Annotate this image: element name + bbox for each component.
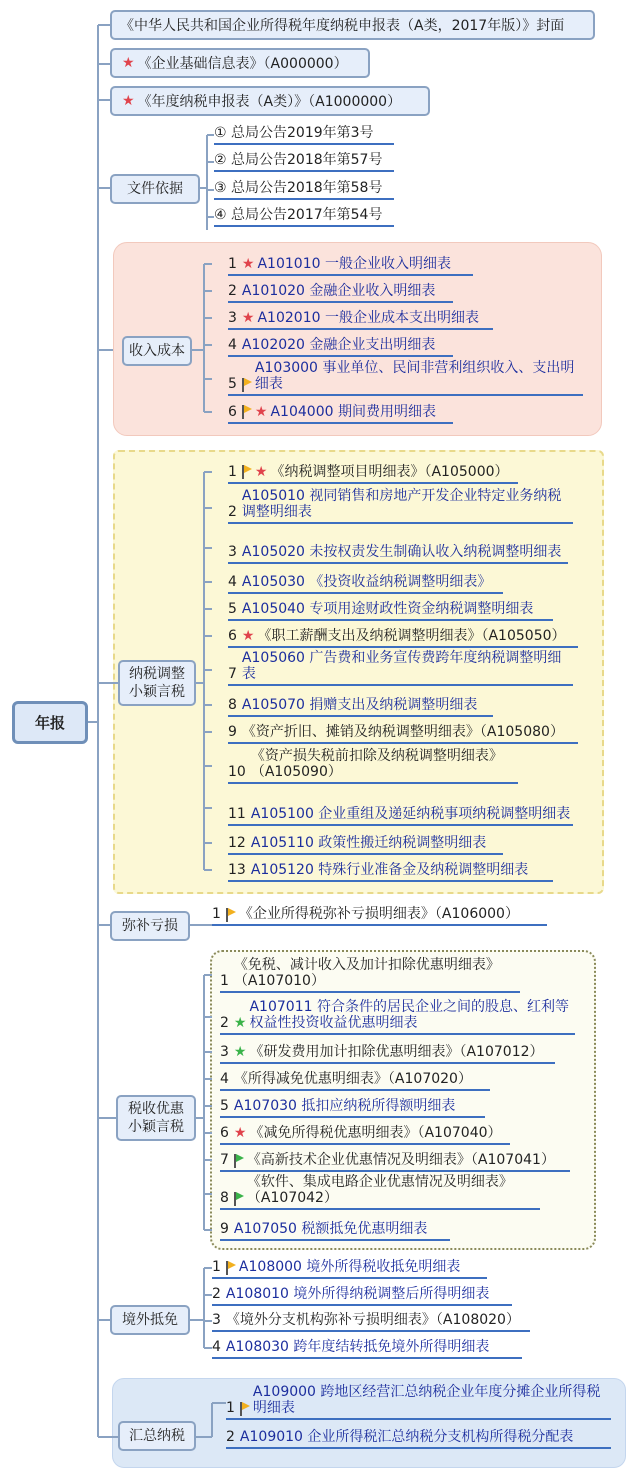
top-item-cover[interactable]: [110, 10, 595, 40]
item-text: 《高新技术企业优惠情况及明细表》（A107041）: [246, 1152, 555, 1168]
item-text: A105020 未按权责发生制确认收入纳税调整明细表: [241, 544, 562, 560]
item-number: 1: [228, 256, 237, 272]
foreign-item[interactable]: [212, 1337, 522, 1359]
item-number: 4: [228, 337, 237, 353]
item-number: 11: [228, 806, 246, 822]
item-text: A105010 视同销售和房地产开发企业特定业务纳税调整明细表: [241, 488, 562, 520]
star-red-icon: ★: [254, 464, 268, 480]
pref-item[interactable]: [220, 1042, 555, 1064]
income-item[interactable]: [228, 254, 473, 276]
item-text: ③ 总局公告2018年第58号: [214, 180, 383, 196]
basis-item[interactable]: [214, 205, 394, 227]
root-node-annual-report[interactable]: 年报: [12, 701, 88, 744]
category-tax-preference[interactable]: 税收优惠 小颖言税: [116, 1095, 196, 1141]
item-text: A105100 企业重组及递延纳税事项纳税调整明细表: [250, 806, 571, 822]
flag-green-icon: [234, 1192, 244, 1206]
item-number: 4: [212, 1339, 221, 1355]
adjust-item[interactable]: [228, 626, 578, 648]
item-number: 8: [228, 697, 237, 713]
item-text: 《研发费用加计扣除优惠明细表》（A107012）: [249, 1044, 544, 1060]
category-foreign-credit[interactable]: 境外抵免: [110, 1305, 190, 1335]
item-number: 2: [228, 504, 237, 520]
item-text: A105110 政策性搬迁纳税调整明细表: [250, 835, 487, 851]
item-text: 《企业所得税弥补亏损明细表》（A106000）: [238, 906, 519, 922]
pref-item[interactable]: [220, 1069, 490, 1091]
item-text: 《境外分支机构弥补亏损明细表》（A108020）: [225, 1312, 520, 1328]
category-basis[interactable]: 文件依据: [110, 174, 200, 204]
summary-item[interactable]: [226, 1384, 611, 1420]
item-number: 9: [228, 724, 237, 740]
item-number: 6: [228, 404, 237, 420]
summary-item[interactable]: [226, 1427, 611, 1449]
item-text: 《免税、减计收入及加计扣除优惠明细表》（A107010）: [233, 957, 500, 989]
item-text: A109010 企业所得税汇总纳税分支机构所得税分配表: [239, 1429, 574, 1445]
income-item[interactable]: [228, 402, 453, 424]
top-item-label: 《企业基础信息表》（A000000）: [137, 56, 348, 72]
income-item[interactable]: [228, 360, 583, 396]
item-text: A105040 专项用途财政性资金纳税调整明细表: [241, 601, 534, 617]
item-text: 《职工薪酬支出及纳税调整明细表》（A105050）: [257, 628, 566, 644]
item-number: 3: [220, 1044, 229, 1060]
adjust-item[interactable]: [228, 748, 518, 784]
star-red-icon: ★: [233, 1125, 247, 1141]
item-number: 7: [220, 1152, 229, 1168]
category-income-cost[interactable]: 收入成本: [122, 336, 192, 366]
star-red-icon: ★: [241, 256, 255, 272]
item-icons: [226, 908, 239, 922]
star-icon: ★: [122, 55, 135, 71]
item-icons: [242, 378, 255, 392]
pref-item[interactable]: [220, 1150, 570, 1172]
pref-item[interactable]: [220, 957, 520, 993]
item-text: A107050 税额抵免优惠明细表: [233, 1221, 428, 1237]
item-text: 《软件、集成电路企业优惠情况及明细表》（A107042）: [246, 1174, 513, 1206]
item-text: A102020 金融企业支出明细表: [241, 337, 436, 353]
item-number: 5: [228, 601, 237, 617]
item-text: ① 总局公告2019年第3号: [214, 125, 374, 141]
item-text: 《资产折旧、摊销及纳税调整明细表》（A105080）: [241, 724, 564, 740]
flag-yellow-icon: [226, 908, 236, 922]
item-icons: [234, 1015, 250, 1031]
flag-yellow-icon: [240, 1402, 250, 1416]
item-text: ④ 总局公告2017年第54号: [214, 207, 383, 223]
item-number: 1: [228, 464, 237, 480]
item-number: 12: [228, 835, 246, 851]
star-icon: ★: [122, 93, 135, 109]
item-number: 2: [212, 1286, 221, 1302]
foreign-item[interactable]: [212, 1284, 512, 1306]
item-text: 《减免所得税优惠明细表》（A107040）: [249, 1125, 502, 1141]
adjust-item[interactable]: [228, 722, 578, 744]
pref-item[interactable]: [220, 1174, 540, 1210]
item-text: A108030 跨年度结转抵免境外所得明细表: [225, 1339, 490, 1355]
item-icons: [242, 628, 258, 644]
star-red-icon: ★: [241, 310, 255, 326]
adjust-item[interactable]: [228, 462, 518, 484]
item-text: A107030 抵扣应纳税所得额明细表: [233, 1098, 456, 1114]
flag-yellow-icon: [226, 1261, 236, 1275]
item-text: A104000 期间费用明细表: [270, 404, 436, 420]
item-icons: [234, 1044, 250, 1060]
item-icons: [242, 310, 258, 326]
loss-item[interactable]: [212, 904, 547, 926]
item-number: 1: [212, 1259, 221, 1275]
adjust-item[interactable]: [228, 650, 573, 686]
pref-item[interactable]: [220, 1219, 450, 1241]
adjust-item[interactable]: [228, 599, 553, 621]
item-icons: [226, 1261, 239, 1275]
item-number: 2: [226, 1429, 235, 1445]
star-red-icon: ★: [254, 404, 268, 420]
category-consolidated[interactable]: 汇总纳税: [118, 1421, 196, 1451]
star-green-icon: ★: [233, 1015, 247, 1031]
item-number: 5: [220, 1098, 229, 1114]
item-text: A108010 境外所得纳税调整后所得明细表: [225, 1286, 490, 1302]
item-icons: [234, 1154, 247, 1168]
income-item[interactable]: [228, 281, 453, 303]
item-text: A103000 事业单位、民间非营利组织收入、支出明细表: [254, 360, 575, 392]
item-number: 3: [212, 1312, 221, 1328]
item-text: ② 总局公告2018年第57号: [214, 152, 383, 168]
item-number: 6: [228, 628, 237, 644]
item-text: A105120 特殊行业准备金及纳税调整明细表: [250, 862, 529, 878]
item-number: 2: [220, 1015, 229, 1031]
item-icons: [234, 1192, 247, 1206]
item-text: A102010 一般企业成本支出明细表: [257, 310, 479, 326]
item-number: 10: [228, 764, 246, 780]
item-number: 7: [228, 666, 237, 682]
adjust-item[interactable]: [228, 860, 553, 882]
category-tax-adjustment[interactable]: 纳税调整 小颖言税: [118, 660, 196, 706]
item-text: A108000 境外所得税收抵免明细表: [238, 1259, 461, 1275]
item-icons: [242, 256, 258, 272]
adjust-item[interactable]: [228, 572, 503, 594]
pref-item[interactable]: [220, 999, 575, 1035]
item-text: 《资产损失税前扣除及纳税调整明细表》（A105090）: [250, 748, 503, 780]
item-icons: [234, 1125, 250, 1141]
item-number: 3: [228, 310, 237, 326]
item-number: 4: [220, 1071, 229, 1087]
item-number: 5: [228, 376, 237, 392]
item-text: A109000 跨地区经营汇总纳税企业年度分摊企业所得税明细表: [252, 1384, 601, 1416]
income-item[interactable]: [228, 308, 493, 330]
flag-yellow-icon: [242, 465, 252, 479]
adjust-item[interactable]: [228, 488, 573, 524]
item-number: 1: [220, 973, 229, 989]
pref-item[interactable]: [220, 1096, 485, 1118]
pref-item[interactable]: [220, 1123, 510, 1145]
adjust-item[interactable]: [228, 833, 503, 855]
top-item-annual-return[interactable]: [110, 86, 430, 116]
top-item-basic-info[interactable]: [110, 48, 370, 78]
adjust-item[interactable]: [228, 695, 493, 717]
flag-yellow-icon: [242, 378, 252, 392]
adjust-item[interactable]: [228, 790, 573, 826]
item-number: 4: [228, 574, 237, 590]
item-number: 8: [220, 1190, 229, 1206]
item-text: A105070 捐赠支出及纳税调整明细表: [241, 697, 478, 713]
top-item-label: 《中华人民共和国企业所得税年度纳税申报表（A类，2017年版）》封面: [120, 18, 565, 34]
adjust-item[interactable]: [228, 528, 568, 564]
item-icons: [242, 404, 271, 420]
item-icons: [240, 1402, 253, 1416]
item-icons: [242, 464, 271, 480]
basis-item[interactable]: [214, 123, 394, 145]
category-loss-offset[interactable]: 弥补亏损: [110, 911, 190, 941]
item-text: A105060 广告费和业务宣传费跨年度纳税调整明细表: [241, 650, 562, 682]
income-item[interactable]: [228, 335, 453, 357]
item-number: 2: [228, 283, 237, 299]
basis-item[interactable]: [214, 150, 394, 172]
flag-green-icon: [234, 1154, 244, 1168]
foreign-item[interactable]: [212, 1257, 487, 1279]
item-text: A101020 金融企业收入明细表: [241, 283, 436, 299]
item-text: A105030 《投资收益纳税调整明细表》: [241, 574, 492, 590]
item-text: 《所得减免优惠明细表》（A107020）: [233, 1071, 472, 1087]
item-text: A107011 符合条件的居民企业之间的股息、红利等权益性投资收益优惠明细表: [249, 999, 569, 1031]
top-item-label: 《年度纳税申报表（A类）》（A1000000）: [137, 94, 402, 110]
item-text: A101010 一般企业收入明细表: [257, 256, 451, 272]
item-text: 《纳税调整项目明细表》（A105000）: [270, 464, 509, 480]
star-red-icon: ★: [241, 628, 255, 644]
item-number: 1: [212, 906, 221, 922]
star-green-icon: ★: [233, 1044, 247, 1060]
item-number: 1: [226, 1400, 235, 1416]
item-number: 3: [228, 544, 237, 560]
foreign-item[interactable]: [212, 1310, 530, 1332]
flag-yellow-icon: [242, 405, 252, 419]
item-number: 6: [220, 1125, 229, 1141]
basis-item[interactable]: [214, 178, 394, 200]
item-number: 9: [220, 1221, 229, 1237]
item-number: 13: [228, 862, 246, 878]
